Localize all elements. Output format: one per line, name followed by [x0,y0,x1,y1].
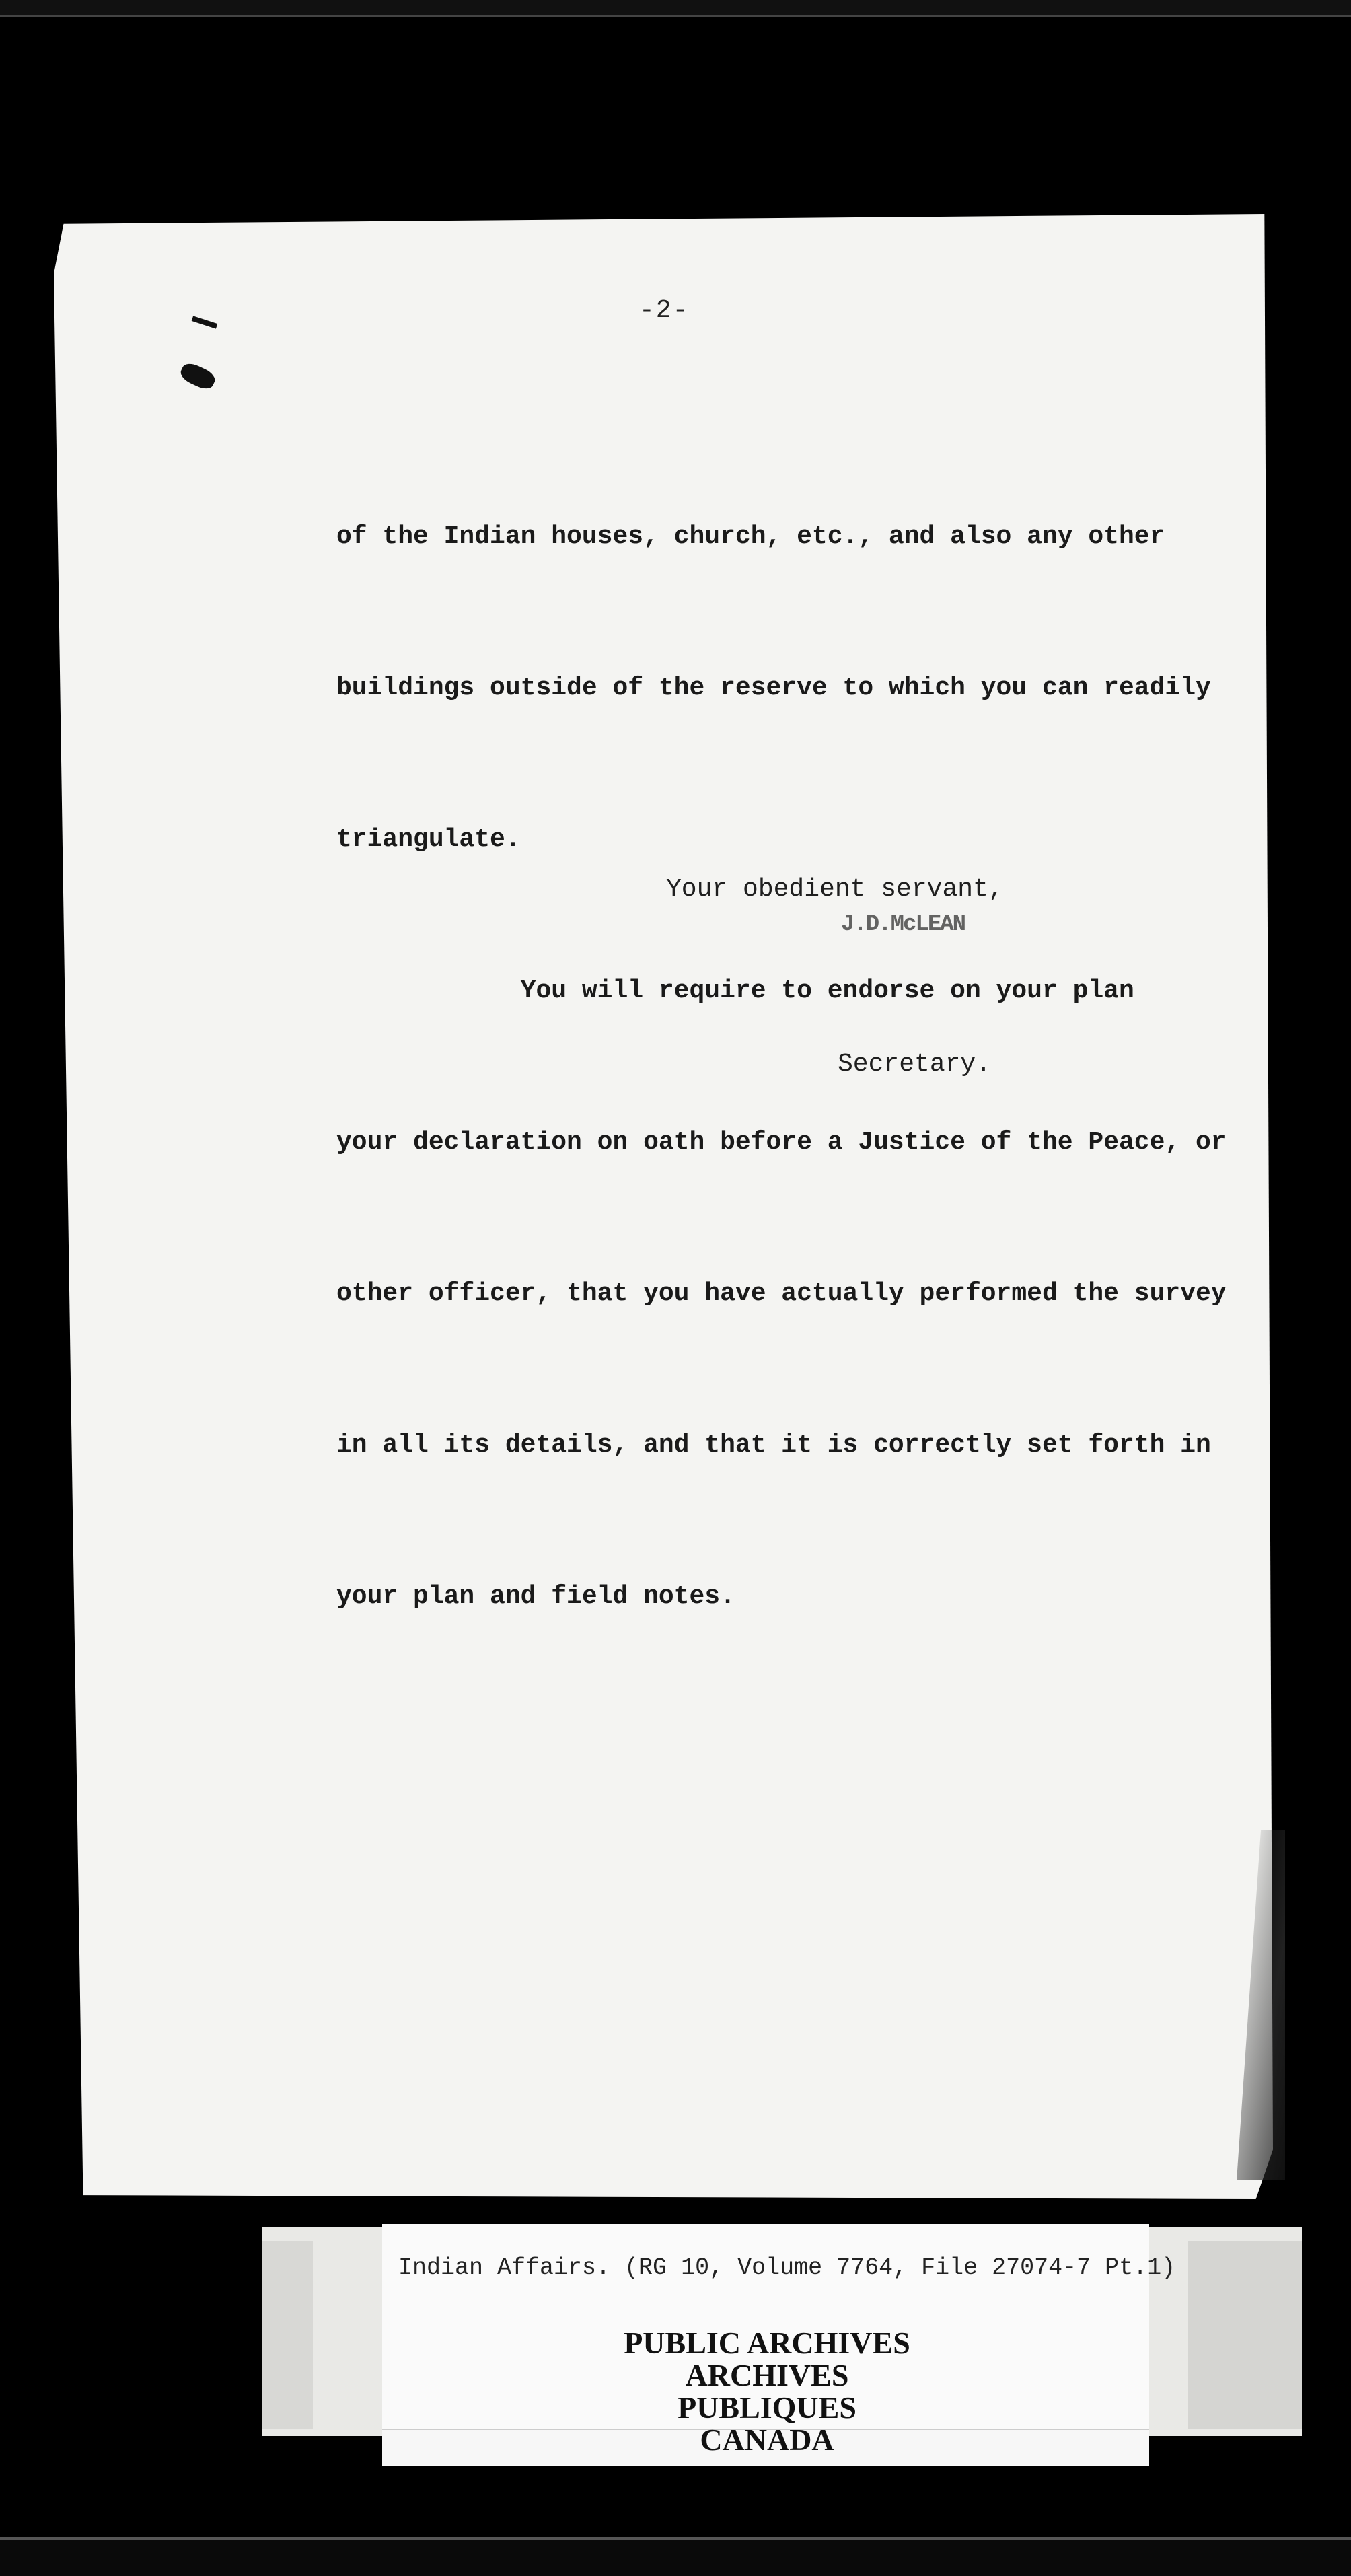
archive-stamp-line: ARCHIVES PUBLIQUES [678,2358,856,2425]
body-line: You will require to endorse on your plan [336,976,1134,1005]
archive-stamp [592,2327,942,2456]
body-line: buildings outside of the reserve to which you can readily [336,674,1211,703]
microfilm-top-edge [0,0,1351,17]
body-line: of the Indian houses, church, etc., and also any other [336,522,1165,551]
body-line: triangulate. [336,825,521,854]
signature: J.D.McLEAN [841,912,965,937]
closing-salutation: Your obedient servant, [666,875,1004,904]
signatory-title: Secretary. [838,1050,992,1079]
microfilm-bottom-edge [0,2537,1351,2576]
page-number: -2- [639,296,690,325]
letter-body [336,410,1238,1672]
archive-label-left-tab [262,2241,313,2429]
body-line: other officer, that you have actually performed the survey [336,1279,1227,1308]
archive-reference: Indian Affairs. (RG 10, Volume 7764, File 27074-7 Pt.1) [398,2254,1176,2281]
body-line: in all its details, and that it is correctly set forth in [336,1431,1211,1460]
archive-stamp-line: PUBLIC ARCHIVES [624,2326,910,2360]
archive-stamp-line: CANADA [700,2423,834,2457]
body-line: your plan and field notes. [336,1582,735,1611]
body-line: your declaration on oath before a Justice of the Peace, or [336,1128,1227,1157]
archive-label-right-tab [1188,2241,1302,2429]
